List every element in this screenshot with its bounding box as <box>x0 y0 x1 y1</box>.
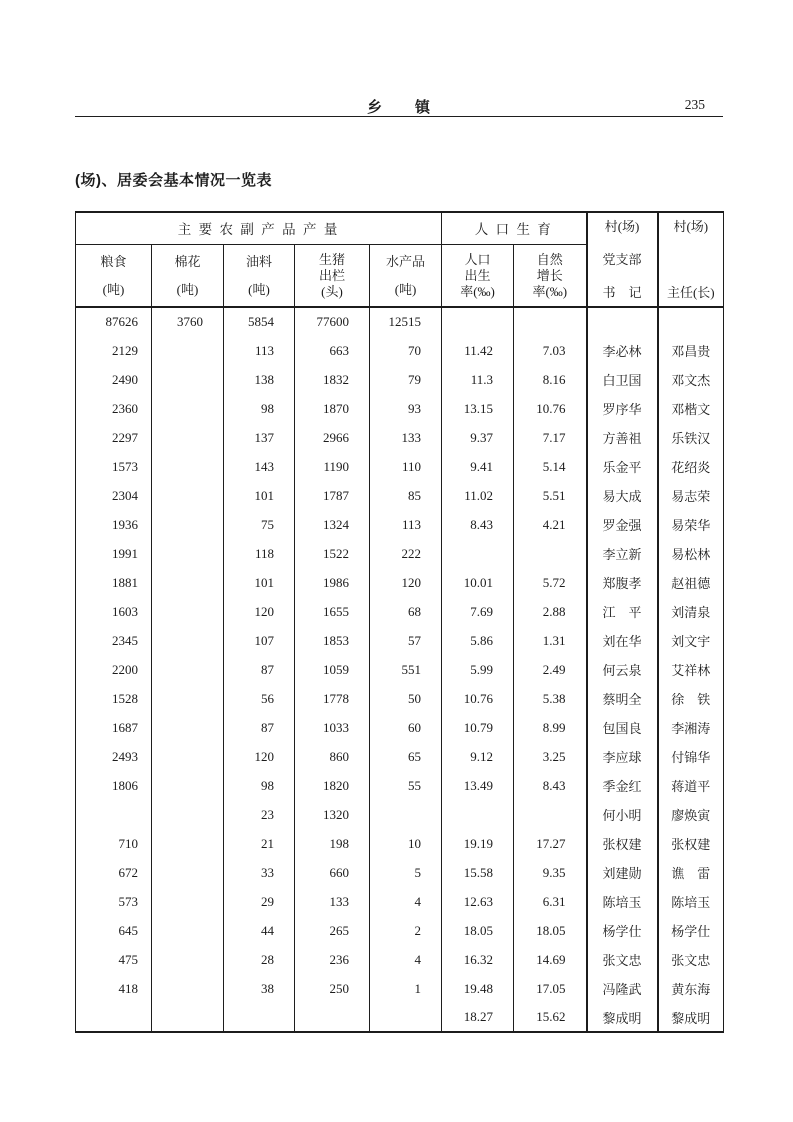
header-line: 党支部 <box>602 252 642 267</box>
cell-grain-tons: 2345 <box>76 626 152 655</box>
cell-birth-rate-permille <box>442 539 514 568</box>
header-line: 出生 <box>464 267 491 283</box>
cell-cotton-tons <box>152 655 224 684</box>
cell-birth-rate-permille: 15.58 <box>442 858 514 887</box>
cell-birth-rate-permille: 11.42 <box>442 336 514 365</box>
cell-grain-tons: 1687 <box>76 713 152 742</box>
cell-party-secretary: 白卫国 <box>587 365 658 394</box>
cell-pigs-head: 1522 <box>295 539 370 568</box>
cell-aquatic-tons: 55 <box>370 771 442 800</box>
cell-birth-rate-permille: 19.19 <box>442 829 514 858</box>
cell-party-secretary: 方善祖 <box>587 423 658 452</box>
cell-aquatic-tons <box>370 800 442 829</box>
cell-birth-rate-permille: 10.76 <box>442 684 514 713</box>
cell-cotton-tons <box>152 539 224 568</box>
party-secretary-header-lines <box>588 219 657 300</box>
cell-cotton-tons <box>152 452 224 481</box>
cell-pigs-head: 1853 <box>295 626 370 655</box>
cell-pigs-head: 1190 <box>295 452 370 481</box>
cell-birth-rate-permille <box>442 800 514 829</box>
cell-oil-tons: 44 <box>224 916 295 945</box>
cell-cotton-tons <box>152 394 224 423</box>
header-line: 水产品 <box>386 253 426 269</box>
cell-natural-growth-rate-permille: 2.88 <box>514 597 587 626</box>
cell-natural-growth-rate-permille: 4.21 <box>514 510 587 539</box>
cell-birth-rate-permille: 19.48 <box>442 974 514 1003</box>
cell-pigs-head: 1870 <box>295 394 370 423</box>
cell-oil-tons <box>224 1003 295 1032</box>
table-body <box>76 307 724 1032</box>
column-header-growth-rate <box>514 244 587 307</box>
cell-grain-tons: 2297 <box>76 423 152 452</box>
header-line: 生猪 <box>318 251 345 267</box>
table-row <box>76 829 724 858</box>
table-row <box>76 916 724 945</box>
cell-party-secretary: 罗金强 <box>587 510 658 539</box>
cell-oil-tons: 56 <box>224 684 295 713</box>
cell-party-secretary: 杨学仕 <box>587 916 658 945</box>
cell-party-secretary: 江 平 <box>587 597 658 626</box>
cell-party-secretary <box>587 307 658 336</box>
cell-pigs-head: 663 <box>295 336 370 365</box>
cell-party-secretary: 陈培玉 <box>587 887 658 916</box>
cell-pigs-head: 1059 <box>295 655 370 684</box>
cell-pigs-head: 1324 <box>295 510 370 539</box>
cell-aquatic-tons: 12515 <box>370 307 442 336</box>
cell-party-secretary: 刘在华 <box>587 626 658 655</box>
cell-oil-tons: 5854 <box>224 307 295 336</box>
cell-natural-growth-rate-permille: 1.31 <box>514 626 587 655</box>
cell-aquatic-tons: 50 <box>370 684 442 713</box>
table-row <box>76 800 724 829</box>
cell-cotton-tons <box>152 684 224 713</box>
cell-grain-tons <box>76 800 152 829</box>
cell-pigs-head <box>295 1003 370 1032</box>
cell-village-director: 刘清泉 <box>671 605 711 620</box>
cell-oil-tons: 33 <box>224 858 295 887</box>
cell-natural-growth-rate-permille: 7.17 <box>514 423 587 452</box>
statistics-table <box>75 211 724 1033</box>
content-block <box>75 0 723 1033</box>
running-head-title: 乡 镇 <box>366 99 431 116</box>
running-head <box>75 96 723 117</box>
cell-cotton-tons <box>152 336 224 365</box>
table-row <box>76 655 724 684</box>
cell-cotton-tons <box>152 626 224 655</box>
cell-cotton-tons <box>152 887 224 916</box>
table-row <box>76 684 724 713</box>
cell-natural-growth-rate-permille <box>514 539 587 568</box>
cell-aquatic-tons: 4 <box>370 887 442 916</box>
cell-pigs-head: 1320 <box>295 800 370 829</box>
cell-grain-tons: 672 <box>76 858 152 887</box>
cell-party-secretary: 张文忠 <box>587 945 658 974</box>
table-row <box>76 742 724 771</box>
cell-oil-tons: 23 <box>224 800 295 829</box>
cell-pigs-head: 860 <box>295 742 370 771</box>
header-line: 粮食 <box>100 253 127 269</box>
cell-grain-tons: 1573 <box>76 452 152 481</box>
cell-grain-tons: 1881 <box>76 568 152 597</box>
cell-oil-tons: 120 <box>224 742 295 771</box>
cell-aquatic-tons: 93 <box>370 394 442 423</box>
cell-village-director: 付锦华 <box>671 750 711 765</box>
header-line: 棉花 <box>174 253 201 269</box>
table-row <box>76 307 724 336</box>
cell-cotton-tons <box>152 945 224 974</box>
cell-village-director: 李湘涛 <box>671 721 711 736</box>
cell-grain-tons: 710 <box>76 829 152 858</box>
cell-birth-rate-permille: 10.79 <box>442 713 514 742</box>
cell-oil-tons: 29 <box>224 887 295 916</box>
cell-village-director: 艾祥林 <box>671 663 711 678</box>
cell-birth-rate-permille: 9.41 <box>442 452 514 481</box>
cell-oil-tons: 107 <box>224 626 295 655</box>
cell-pigs-head: 133 <box>295 887 370 916</box>
group-header-population-birth: 人 口 生 育 <box>442 212 587 244</box>
cell-cotton-tons <box>152 568 224 597</box>
cell-oil-tons: 101 <box>224 481 295 510</box>
cell-pigs-head: 265 <box>295 916 370 945</box>
cell-birth-rate-permille: 7.69 <box>442 597 514 626</box>
cell-cotton-tons <box>152 365 224 394</box>
cell-village-director: 刘文宇 <box>671 634 711 649</box>
cell-natural-growth-rate-permille: 5.38 <box>514 684 587 713</box>
village-director-header-lines <box>659 219 724 300</box>
table-row <box>76 945 724 974</box>
cell-party-secretary: 李立新 <box>587 539 658 568</box>
cell-cotton-tons <box>152 713 224 742</box>
table-row <box>76 481 724 510</box>
cell-village-director: 易荣华 <box>671 518 711 533</box>
cell-aquatic-tons: 4 <box>370 945 442 974</box>
cell-aquatic-tons: 1 <box>370 974 442 1003</box>
cell-cotton-tons <box>152 597 224 626</box>
column-header-oil <box>224 244 295 307</box>
cell-party-secretary: 李应球 <box>587 742 658 771</box>
cell-grain-tons: 2129 <box>76 336 152 365</box>
cell-aquatic-tons: 85 <box>370 481 442 510</box>
column-header-pigs <box>295 244 370 307</box>
cell-village-director: 乐铁汉 <box>671 431 711 446</box>
header-line: 油料 <box>245 253 272 269</box>
cell-party-secretary: 李必林 <box>587 336 658 365</box>
cell-village-director: 黄东海 <box>671 982 711 997</box>
cell-aquatic-tons <box>370 1003 442 1032</box>
cell-grain-tons: 2304 <box>76 481 152 510</box>
cell-cotton-tons <box>152 481 224 510</box>
group-header-farm-products: 主 要 农 副 产 品 产 量 <box>76 212 442 244</box>
cell-birth-rate-permille: 9.37 <box>442 423 514 452</box>
cell-party-secretary: 易大成 <box>587 481 658 510</box>
cell-oil-tons: 87 <box>224 655 295 684</box>
cell-birth-rate-permille: 13.15 <box>442 394 514 423</box>
cell-pigs-head: 77600 <box>295 307 370 336</box>
cell-oil-tons: 21 <box>224 829 295 858</box>
cell-natural-growth-rate-permille: 3.25 <box>514 742 587 771</box>
cell-birth-rate-permille: 11.3 <box>442 365 514 394</box>
table-title: (场)、居委会基本情况一览表 <box>75 172 272 189</box>
cell-natural-growth-rate-permille: 14.69 <box>514 945 587 974</box>
cell-village-director: 蒋道平 <box>671 779 711 794</box>
cell-natural-growth-rate-permille: 17.05 <box>514 974 587 1003</box>
cell-birth-rate-permille: 18.05 <box>442 916 514 945</box>
cell-village-director: 邓文杰 <box>671 373 711 388</box>
cell-village-director: 张文忠 <box>671 953 711 968</box>
cell-cotton-tons <box>152 974 224 1003</box>
cell-birth-rate-permille: 5.99 <box>442 655 514 684</box>
cell-aquatic-tons: 65 <box>370 742 442 771</box>
cell-natural-growth-rate-permille: 2.49 <box>514 655 587 684</box>
cell-natural-growth-rate-permille <box>514 307 587 336</box>
table-row <box>76 510 724 539</box>
cell-grain-tons: 475 <box>76 945 152 974</box>
cell-village-director: 易志荣 <box>671 489 711 504</box>
header-line: 率(‰) <box>460 283 495 299</box>
cell-pigs-head: 1655 <box>295 597 370 626</box>
cell-oil-tons: 38 <box>224 974 295 1003</box>
cell-natural-growth-rate-permille: 5.51 <box>514 481 587 510</box>
cell-party-secretary: 黎成明 <box>587 1003 658 1032</box>
cell-oil-tons: 138 <box>224 365 295 394</box>
cell-pigs-head: 1820 <box>295 771 370 800</box>
column-header-cotton <box>152 244 224 307</box>
table-row <box>76 568 724 597</box>
table-row <box>76 974 724 1003</box>
cell-village-director: 陈培玉 <box>671 895 711 910</box>
cell-party-secretary: 何小明 <box>587 800 658 829</box>
cell-aquatic-tons: 57 <box>370 626 442 655</box>
cell-pigs-head: 198 <box>295 829 370 858</box>
cell-cotton-tons: 3760 <box>152 307 224 336</box>
group-header-row <box>76 212 724 244</box>
cell-village-director: 邓昌贵 <box>671 344 711 359</box>
header-line: 人口 <box>464 251 491 267</box>
cell-birth-rate-permille: 5.86 <box>442 626 514 655</box>
cell-village-director <box>658 307 724 336</box>
cell-cotton-tons <box>152 510 224 539</box>
column-header-party-secretary <box>587 212 658 307</box>
table-row <box>76 858 724 887</box>
cell-pigs-head: 250 <box>295 974 370 1003</box>
table-row <box>76 771 724 800</box>
cell-aquatic-tons: 5 <box>370 858 442 887</box>
cell-natural-growth-rate-permille: 7.03 <box>514 336 587 365</box>
cell-aquatic-tons: 133 <box>370 423 442 452</box>
header-line: (头) <box>321 283 343 299</box>
cell-party-secretary: 张权建 <box>587 829 658 858</box>
table-row <box>76 452 724 481</box>
cell-natural-growth-rate-permille: 10.76 <box>514 394 587 423</box>
table-header <box>76 212 724 307</box>
cell-pigs-head: 660 <box>295 858 370 887</box>
cell-grain-tons: 1603 <box>76 597 152 626</box>
cell-grain-tons: 1936 <box>76 510 152 539</box>
cell-cotton-tons <box>152 742 224 771</box>
cell-village-director: 徐 铁 <box>671 692 711 707</box>
cell-oil-tons: 143 <box>224 452 295 481</box>
cell-aquatic-tons: 113 <box>370 510 442 539</box>
cell-village-director: 黎成明 <box>671 1010 711 1026</box>
cell-birth-rate-permille: 8.43 <box>442 510 514 539</box>
cell-party-secretary: 季金红 <box>587 771 658 800</box>
cell-pigs-head: 1986 <box>295 568 370 597</box>
table-row <box>76 336 724 365</box>
cell-party-secretary: 刘建勋 <box>587 858 658 887</box>
cell-oil-tons: 28 <box>224 945 295 974</box>
cell-oil-tons: 120 <box>224 597 295 626</box>
cell-birth-rate-permille: 12.63 <box>442 887 514 916</box>
cell-party-secretary: 包国良 <box>587 713 658 742</box>
cell-cotton-tons <box>152 916 224 945</box>
cell-birth-rate-permille: 18.27 <box>442 1003 514 1032</box>
cell-party-secretary: 郑腹孝 <box>587 568 658 597</box>
cell-grain-tons: 1528 <box>76 684 152 713</box>
cell-oil-tons: 113 <box>224 336 295 365</box>
cell-aquatic-tons: 68 <box>370 597 442 626</box>
table-row <box>76 597 724 626</box>
cell-village-director: 张权建 <box>671 837 711 852</box>
cell-village-director: 易松林 <box>671 547 711 562</box>
cell-birth-rate-permille: 10.01 <box>442 568 514 597</box>
cell-aquatic-tons: 110 <box>370 452 442 481</box>
cell-natural-growth-rate-permille: 8.16 <box>514 365 587 394</box>
cell-cotton-tons <box>152 771 224 800</box>
table-row <box>76 394 724 423</box>
cell-natural-growth-rate-permille <box>514 800 587 829</box>
cell-grain-tons: 418 <box>76 974 152 1003</box>
cell-aquatic-tons: 551 <box>370 655 442 684</box>
cell-oil-tons: 98 <box>224 394 295 423</box>
cell-grain-tons: 645 <box>76 916 152 945</box>
cell-aquatic-tons: 120 <box>370 568 442 597</box>
header-line: (吨) <box>102 281 125 297</box>
cell-grain-tons: 2493 <box>76 742 152 771</box>
cell-village-director: 花绍炎 <box>671 460 711 475</box>
column-header-aquatic <box>370 244 442 307</box>
cell-pigs-head: 1778 <box>295 684 370 713</box>
header-line: (吨) <box>248 281 270 297</box>
cell-party-secretary: 乐金平 <box>587 452 658 481</box>
cell-oil-tons: 87 <box>224 713 295 742</box>
cell-cotton-tons <box>152 829 224 858</box>
cell-party-secretary: 冯隆武 <box>587 974 658 1003</box>
cell-aquatic-tons: 10 <box>370 829 442 858</box>
cell-oil-tons: 137 <box>224 423 295 452</box>
cell-village-director: 赵祖德 <box>671 576 711 591</box>
cell-aquatic-tons: 2 <box>370 916 442 945</box>
cell-party-secretary: 蔡明全 <box>587 684 658 713</box>
cell-grain-tons: 1991 <box>76 539 152 568</box>
cell-birth-rate-permille: 13.49 <box>442 771 514 800</box>
header-line: 村(场) <box>604 219 640 234</box>
cell-cotton-tons <box>152 1003 224 1032</box>
header-line: (吨) <box>394 281 417 297</box>
cell-cotton-tons <box>152 800 224 829</box>
cell-pigs-head: 1832 <box>295 365 370 394</box>
header-line: 率(‰) <box>532 283 568 299</box>
cell-oil-tons: 75 <box>224 510 295 539</box>
cell-cotton-tons <box>152 858 224 887</box>
header-line: 主任(长) <box>666 285 715 300</box>
table-row <box>76 887 724 916</box>
cell-natural-growth-rate-permille: 5.72 <box>514 568 587 597</box>
cell-natural-growth-rate-permille: 18.05 <box>514 916 587 945</box>
cell-pigs-head: 236 <box>295 945 370 974</box>
table-row <box>76 423 724 452</box>
cell-oil-tons: 101 <box>224 568 295 597</box>
cell-grain-tons: 2360 <box>76 394 152 423</box>
header-line: 出栏 <box>318 267 345 283</box>
table-row <box>76 1003 724 1032</box>
table-row <box>76 539 724 568</box>
cell-village-director: 杨学仕 <box>671 924 711 939</box>
cell-oil-tons: 98 <box>224 771 295 800</box>
cell-grain-tons <box>76 1003 152 1032</box>
cell-oil-tons: 118 <box>224 539 295 568</box>
page-number: 235 <box>684 97 705 112</box>
cell-grain-tons: 87626 <box>76 307 152 336</box>
header-line: 自然 <box>536 251 563 267</box>
cell-birth-rate-permille <box>442 307 514 336</box>
table-row <box>76 713 724 742</box>
header-line: (吨) <box>176 281 199 297</box>
cell-party-secretary: 何云泉 <box>587 655 658 684</box>
column-header-grain <box>76 244 152 307</box>
cell-natural-growth-rate-permille: 17.27 <box>514 829 587 858</box>
cell-village-director: 邓楷文 <box>671 402 711 417</box>
cell-pigs-head: 1787 <box>295 481 370 510</box>
cell-pigs-head: 2966 <box>295 423 370 452</box>
header-line: 村(场) <box>673 219 709 234</box>
header-line: 书 记 <box>602 285 642 300</box>
cell-birth-rate-permille: 9.12 <box>442 742 514 771</box>
cell-birth-rate-permille: 11.02 <box>442 481 514 510</box>
cell-grain-tons: 573 <box>76 887 152 916</box>
column-header-village-director <box>658 212 724 307</box>
cell-natural-growth-rate-permille: 8.99 <box>514 713 587 742</box>
cell-aquatic-tons: 222 <box>370 539 442 568</box>
header-line: 增长 <box>536 267 563 283</box>
cell-birth-rate-permille: 16.32 <box>442 945 514 974</box>
cell-village-director: 廖焕寅 <box>671 808 711 823</box>
cell-party-secretary: 罗序华 <box>587 394 658 423</box>
cell-natural-growth-rate-permille: 15.62 <box>514 1003 587 1032</box>
cell-pigs-head: 1033 <box>295 713 370 742</box>
cell-aquatic-tons: 79 <box>370 365 442 394</box>
cell-grain-tons: 2200 <box>76 655 152 684</box>
cell-natural-growth-rate-permille: 5.14 <box>514 452 587 481</box>
cell-cotton-tons <box>152 423 224 452</box>
table-row <box>76 626 724 655</box>
cell-village-director: 谯 雷 <box>671 866 711 881</box>
cell-natural-growth-rate-permille: 6.31 <box>514 887 587 916</box>
cell-aquatic-tons: 70 <box>370 336 442 365</box>
table-row <box>76 365 724 394</box>
column-header-birth-rate <box>442 244 514 307</box>
cell-aquatic-tons: 60 <box>370 713 442 742</box>
cell-natural-growth-rate-permille: 8.43 <box>514 771 587 800</box>
cell-natural-growth-rate-permille: 9.35 <box>514 858 587 887</box>
cell-grain-tons: 2490 <box>76 365 152 394</box>
cell-grain-tons: 1806 <box>76 771 152 800</box>
